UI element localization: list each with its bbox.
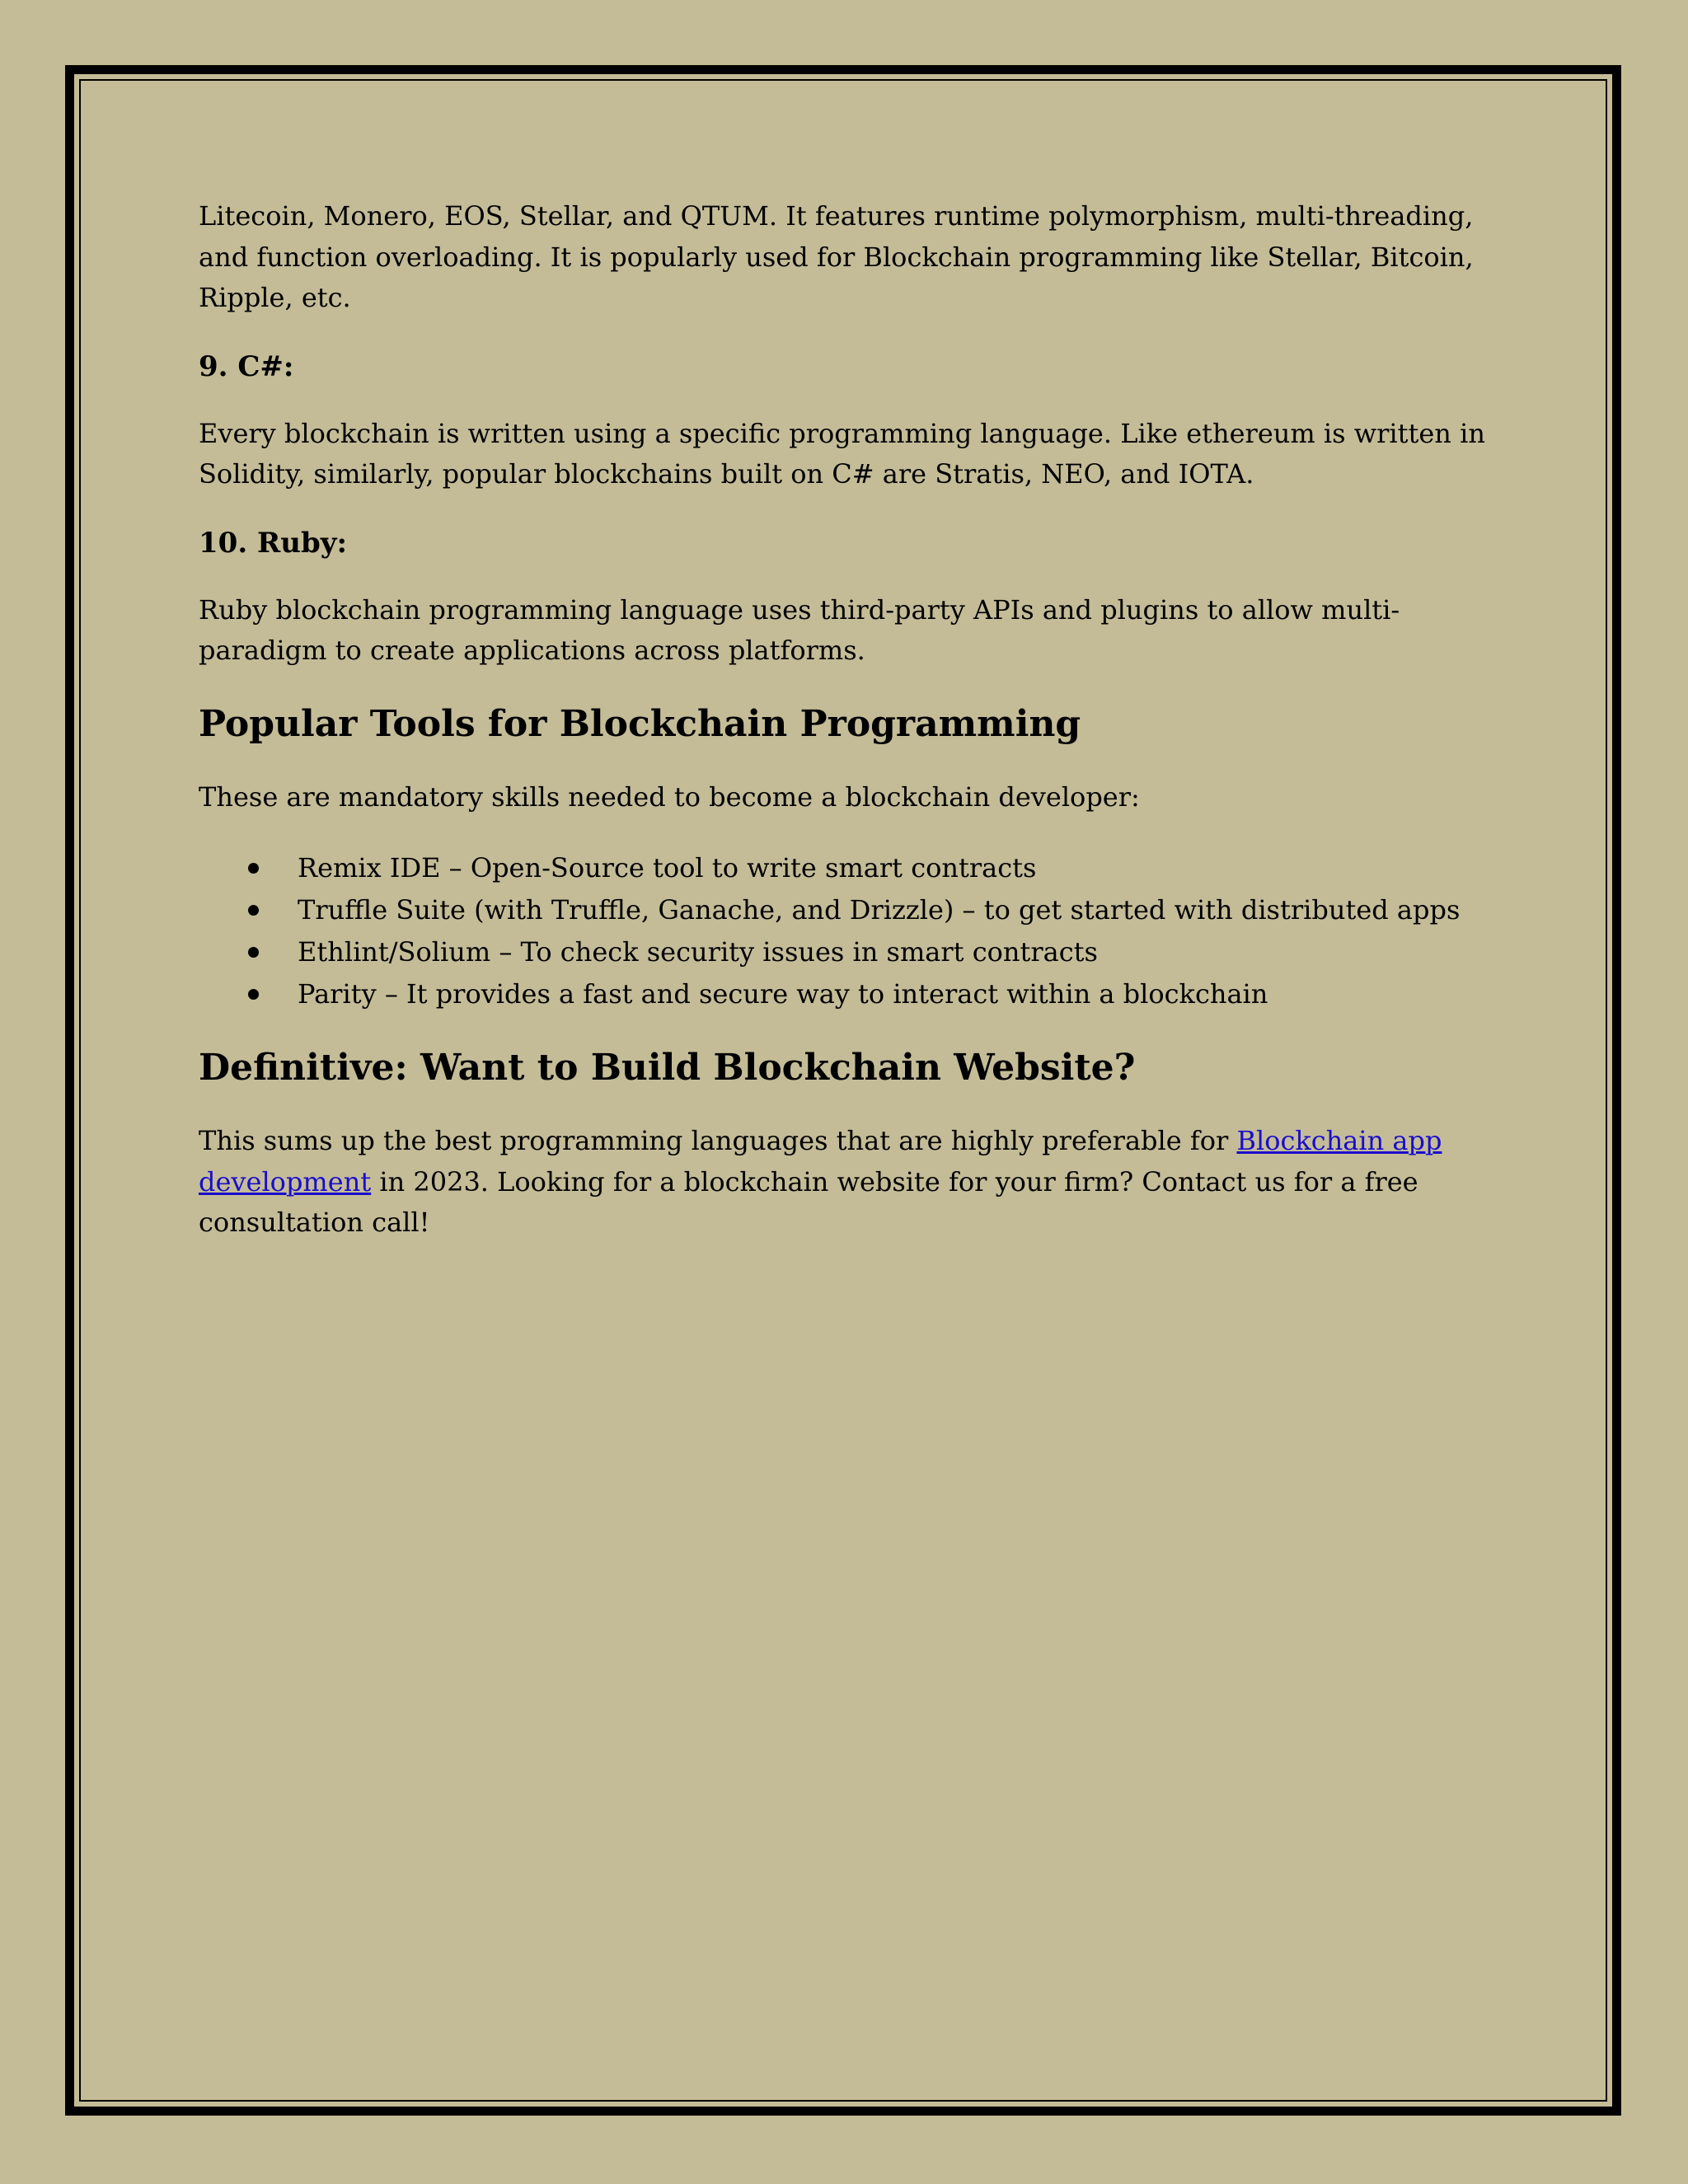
bullet-icon: [248, 989, 259, 1000]
blockchain-app-development-link[interactable]: Blockchain app development: [199, 1125, 1442, 1197]
bullet-icon: [248, 947, 259, 958]
tools-heading: Popular Tools for Blockchain Programming: [199, 702, 1081, 745]
conclusion-text-before: This sums up the best programming languages that are highly preferable for: [199, 1125, 1237, 1156]
conclusion-text-after: in 2023. Looking for a blockchain website for your firm? Contact us for a free consultation call!: [199, 1165, 1418, 1238]
list-item: [199, 889, 1493, 931]
csharp-paragraph: Every blockchain is written using a specific programming language. Like ethereum is written in Solidity, similarly, popular blockchains built on C# are Stratis, NEO, and IOTA.: [199, 417, 1485, 490]
document-body: [199, 196, 1493, 1273]
csharp-heading: 9. C#:: [199, 349, 294, 383]
list-item-text: Remix IDE – Open-Source tool to write smart contracts: [298, 852, 1037, 883]
list-item: [199, 931, 1493, 973]
intro-paragraph: Litecoin, Monero, EOS, Stellar, and QTUM. It features runtime polymorphism, multi-threading, and function overloading. It is popularly used for Blockchain programming like Stellar, Bitcoin, Ripple, etc.: [199, 200, 1474, 313]
ruby-paragraph: Ruby blockchain programming language uses third-party APIs and plugins to allow multi-paradigm to create applications across platforms.: [199, 593, 1400, 666]
bullet-icon: [248, 905, 259, 916]
ruby-heading: 10. Ruby:: [199, 526, 348, 560]
list-item-text: Ethlint/Solium – To check security issues in smart contracts: [298, 936, 1098, 968]
list-item: [199, 847, 1493, 889]
tools-list: [199, 847, 1493, 1015]
list-item-text: Truffle Suite (with Truffle, Ganache, and Drizzle) – to get started with distributed apps: [298, 894, 1461, 926]
list-item-text: Parity – It provides a fast and secure way to interact within a blockchain: [298, 978, 1268, 1010]
conclusion-paragraph: [199, 1121, 1493, 1244]
tools-intro: These are mandatory skills needed to become a blockchain developer:: [199, 780, 1140, 813]
conclusion-heading: Definitive: Want to Build Blockchain Website?: [199, 1047, 1136, 1089]
list-item: [199, 973, 1493, 1015]
bullet-icon: [248, 863, 259, 874]
